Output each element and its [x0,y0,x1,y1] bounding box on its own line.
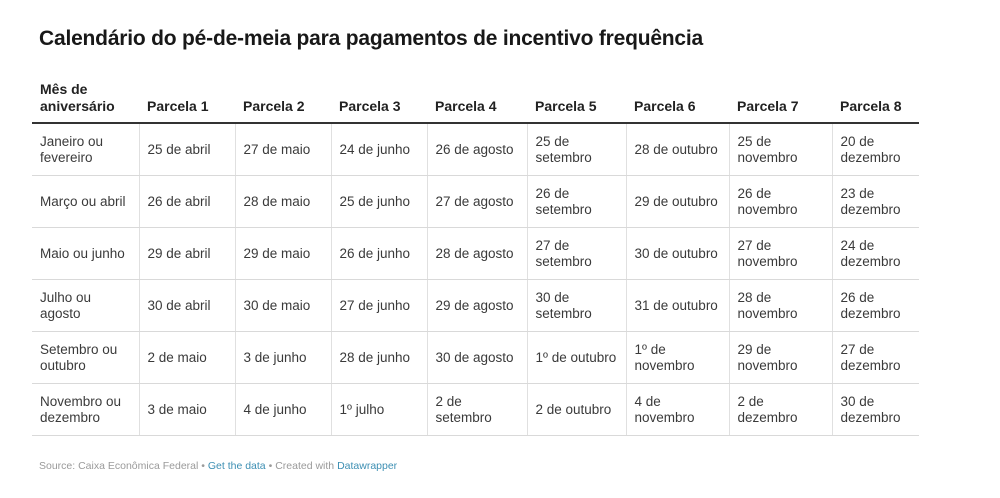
cell-parcela-6: 1º de novembro [626,332,729,384]
header-mes-aniversario: Mês de aniversário [32,76,139,123]
cell-parcela-6: 29 de outubro [626,176,729,228]
cell-parcela-5: 2 de outubro [527,384,626,436]
cell-parcela-4: 26 de agosto [427,123,527,176]
table-row [32,176,919,228]
table-body [32,123,919,436]
cell-parcela-1: 2 de maio [139,332,235,384]
cell-parcela-1: 3 de maio [139,384,235,436]
cell-parcela-5: 26 de setembro [527,176,626,228]
table-row [32,332,919,384]
header-parcela-2: Parcela 2 [235,76,331,123]
cell-parcela-1: 29 de abril [139,228,235,280]
cell-parcela-4: 29 de agosto [427,280,527,332]
cell-parcela-5: 30 de setembro [527,280,626,332]
cell-parcela-5: 25 de setembro [527,123,626,176]
cell-parcela-2: 29 de maio [235,228,331,280]
created-with-text: Created with [275,460,335,472]
chart-title: Calendário do pé-de-meia para pagamentos de incentivo frequência [39,27,704,50]
cell-parcela-3: 25 de junho [331,176,427,228]
cell-parcela-4: 30 de agosto [427,332,527,384]
header-parcela-7: Parcela 7 [729,76,832,123]
footer [39,460,397,472]
cell-parcela-2: 30 de maio [235,280,331,332]
cell-mes-aniversario: Julho ou agosto [32,280,139,332]
cell-parcela-8: 24 de dezembro [832,228,919,280]
cell-parcela-3: 26 de junho [331,228,427,280]
cell-parcela-3: 1º julho [331,384,427,436]
table-row [32,280,919,332]
table-row [32,384,919,436]
cell-parcela-1: 25 de abril [139,123,235,176]
cell-mes-aniversario: Março ou abril [32,176,139,228]
cell-parcela-7: 25 de novembro [729,123,832,176]
cell-parcela-7: 28 de novembro [729,280,832,332]
cell-parcela-1: 30 de abril [139,280,235,332]
cell-parcela-8: 27 de dezembro [832,332,919,384]
cell-parcela-5: 27 de setembro [527,228,626,280]
cell-parcela-6: 4 de novembro [626,384,729,436]
cell-parcela-2: 4 de junho [235,384,331,436]
cell-parcela-4: 2 de setembro [427,384,527,436]
cell-parcela-6: 30 de outubro [626,228,729,280]
cell-parcela-2: 3 de junho [235,332,331,384]
header-parcela-4: Parcela 4 [427,76,527,123]
cell-mes-aniversario: Novembro ou dezembro [32,384,139,436]
cell-parcela-3: 24 de junho [331,123,427,176]
cell-parcela-7: 29 de novembro [729,332,832,384]
cell-parcela-6: 31 de outubro [626,280,729,332]
cell-parcela-8: 30 de dezembro [832,384,919,436]
header-parcela-6: Parcela 6 [626,76,729,123]
cell-parcela-1: 26 de abril [139,176,235,228]
header-parcela-3: Parcela 3 [331,76,427,123]
header-parcela-1: Parcela 1 [139,76,235,123]
table-row [32,228,919,280]
cell-mes-aniversario: Setembro ou outubro [32,332,139,384]
cell-parcela-7: 26 de novembro [729,176,832,228]
cell-mes-aniversario: Janeiro ou fevereiro [32,123,139,176]
footer-separator: • [268,460,273,472]
cell-parcela-4: 28 de agosto [427,228,527,280]
header-parcela-5: Parcela 5 [527,76,626,123]
cell-parcela-2: 28 de maio [235,176,331,228]
cell-parcela-6: 28 de outubro [626,123,729,176]
cell-parcela-7: 27 de novembro [729,228,832,280]
cell-parcela-7: 2 de dezembro [729,384,832,436]
source-note: Source: Caixa Econômica Federal [39,460,199,472]
cell-parcela-8: 20 de dezembro [832,123,919,176]
get-data-link[interactable]: Get the data [207,460,266,472]
cell-parcela-8: 23 de dezembro [832,176,919,228]
cell-parcela-2: 27 de maio [235,123,331,176]
footer-separator: • [201,460,205,472]
table-header-row [32,76,919,123]
datawrapper-link[interactable]: Datawrapper [337,460,398,472]
cell-mes-aniversario: Maio ou junho [32,228,139,280]
header-parcela-8: Parcela 8 [832,76,919,123]
cell-parcela-3: 28 de junho [331,332,427,384]
cell-parcela-5: 1º de outubro [527,332,626,384]
payment-calendar-table [32,76,919,436]
cell-parcela-8: 26 de dezembro [832,280,919,332]
cell-parcela-3: 27 de junho [331,280,427,332]
cell-parcela-4: 27 de agosto [427,176,527,228]
table-row [32,123,919,176]
